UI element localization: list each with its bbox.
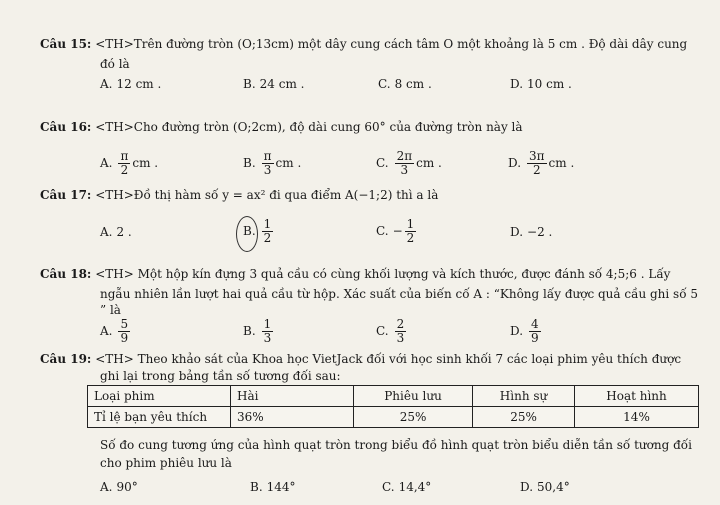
table-header: Phiêu lưu — [354, 386, 473, 407]
fraction: $\frac{\pi}{3}$ — [263, 149, 272, 177]
q19-option-a[interactable]: A. 90° — [100, 480, 138, 494]
table-cell: 36% — [231, 407, 354, 428]
question-number: Câu 17: — [40, 188, 92, 202]
question-text: <TH>Trên đường tròn (O;13cm) một dây cung cách tâm O một khoảng là 5 cm . Độ dài dây cung — [95, 37, 688, 51]
question-15-cont: đó là — [100, 57, 130, 71]
fraction: $\frac{2\pi}{3}$ — [396, 149, 413, 177]
question-number: Câu 19: — [40, 352, 92, 366]
q18-option-c[interactable]: C. $\frac{2}{3}$ — [376, 317, 405, 345]
q18-option-a[interactable]: A. $\frac{5}{9}$ — [100, 317, 129, 345]
question-text: <TH> Theo khảo sát của Khoa học VietJack đối với học sinh khối 7 các loại phim yêu thích được — [95, 352, 682, 366]
q15-option-d[interactable]: D. 10 cm . — [510, 77, 572, 91]
q15-option-c[interactable]: C. 8 cm . — [378, 77, 432, 91]
question-17 — [40, 188, 438, 203]
table-row-label: Tỉ lệ bạn yêu thích — [88, 407, 231, 428]
q18-option-b[interactable]: B. $\frac{1}{3}$ — [243, 317, 272, 345]
question-number: Câu 15: — [40, 37, 92, 51]
question-18-cont2: ” là — [100, 303, 121, 317]
q17-option-c[interactable]: C. − $\frac{1}{2}$ — [376, 217, 415, 245]
fraction: $\frac{5}{9}$ — [120, 317, 129, 345]
q17-option-b[interactable]: B. $\frac{1}{2}$ — [243, 217, 272, 245]
q18-option-d[interactable]: D. $\frac{4}{9}$ — [510, 317, 539, 345]
table-header-row — [88, 386, 699, 407]
fraction: $\frac{1}{3}$ — [263, 317, 272, 345]
q16-option-c[interactable]: C. $\frac{2\pi}{3}$ cm . — [376, 149, 442, 177]
fraction: $\frac{1}{2}$ — [263, 217, 272, 245]
q17-option-d[interactable]: D. −2 . — [510, 225, 553, 239]
table-header: Hài — [231, 386, 354, 407]
question-19-cont: ghi lại trong bảng tần số tương đối sau: — [100, 369, 341, 383]
fraction: $\frac{4}{9}$ — [531, 317, 539, 345]
q16-option-a[interactable]: A. $\frac{\pi}{2}$ cm . — [100, 149, 159, 177]
q19-option-b[interactable]: B. 144° — [250, 480, 296, 494]
q19-option-c[interactable]: C. 14,4° — [382, 480, 432, 494]
question-text: <TH>Cho đường tròn (O;2cm), độ dài cung 60° của đường tròn này là — [95, 120, 523, 134]
table-cell: 14% — [575, 407, 699, 428]
question-number: Câu 16: — [40, 120, 92, 134]
q17-option-a[interactable]: A. 2 . — [100, 225, 132, 239]
fraction: $\frac{\pi}{2}$ — [120, 149, 129, 177]
table-header: Loại phim — [88, 386, 231, 407]
question-text: <TH>Đồ thị hàm số y = ax² đi qua điểm A(−1;2) thì a là — [95, 188, 439, 202]
question-16 — [40, 120, 523, 135]
question-19-cont3: Số đo cung tương ứng của hình quạt tròn trong biểu đồ hình quạt tròn biểu diễn tần số tương đối — [100, 438, 692, 452]
q15-option-b[interactable]: B. 24 cm . — [243, 77, 305, 91]
q16-option-d[interactable]: D. $\frac{3\pi}{2}$ cm . — [508, 149, 575, 177]
table-cell: 25% — [473, 407, 575, 428]
table-cell: 25% — [354, 407, 473, 428]
question-15 — [40, 37, 687, 52]
question-19 — [40, 352, 681, 367]
q19-option-d[interactable]: D. 50,4° — [520, 480, 570, 494]
fraction: $\frac{3\pi}{2}$ — [529, 149, 545, 177]
q15-option-a[interactable]: A. 12 cm . — [100, 77, 162, 91]
question-18-cont: ngẫu nhiên lần lượt hai quả cầu từ hộp. Xác suất của biến cố A : “Không lấy được quả cầu ghi số 5 — [100, 287, 698, 301]
table-header: Hoạt hình — [575, 386, 699, 407]
question-number: Câu 18: — [40, 267, 92, 281]
fraction: $\frac{1}{2}$ — [406, 217, 415, 245]
table-row — [88, 407, 699, 428]
question-18 — [40, 267, 670, 282]
question-text: <TH> Một hộp kín đựng 3 quả cầu có cùng khối lượng và kích thước, được đánh số 4;5;6 . Lấy — [95, 267, 671, 281]
fraction: $\frac{2}{3}$ — [396, 317, 405, 345]
q16-option-b[interactable]: B. $\frac{\pi}{3}$ cm . — [243, 149, 302, 177]
table-header: Hình sự — [473, 386, 575, 407]
frequency-table — [87, 385, 699, 428]
question-19-cont4: cho phim phiêu lưu là — [100, 456, 232, 470]
